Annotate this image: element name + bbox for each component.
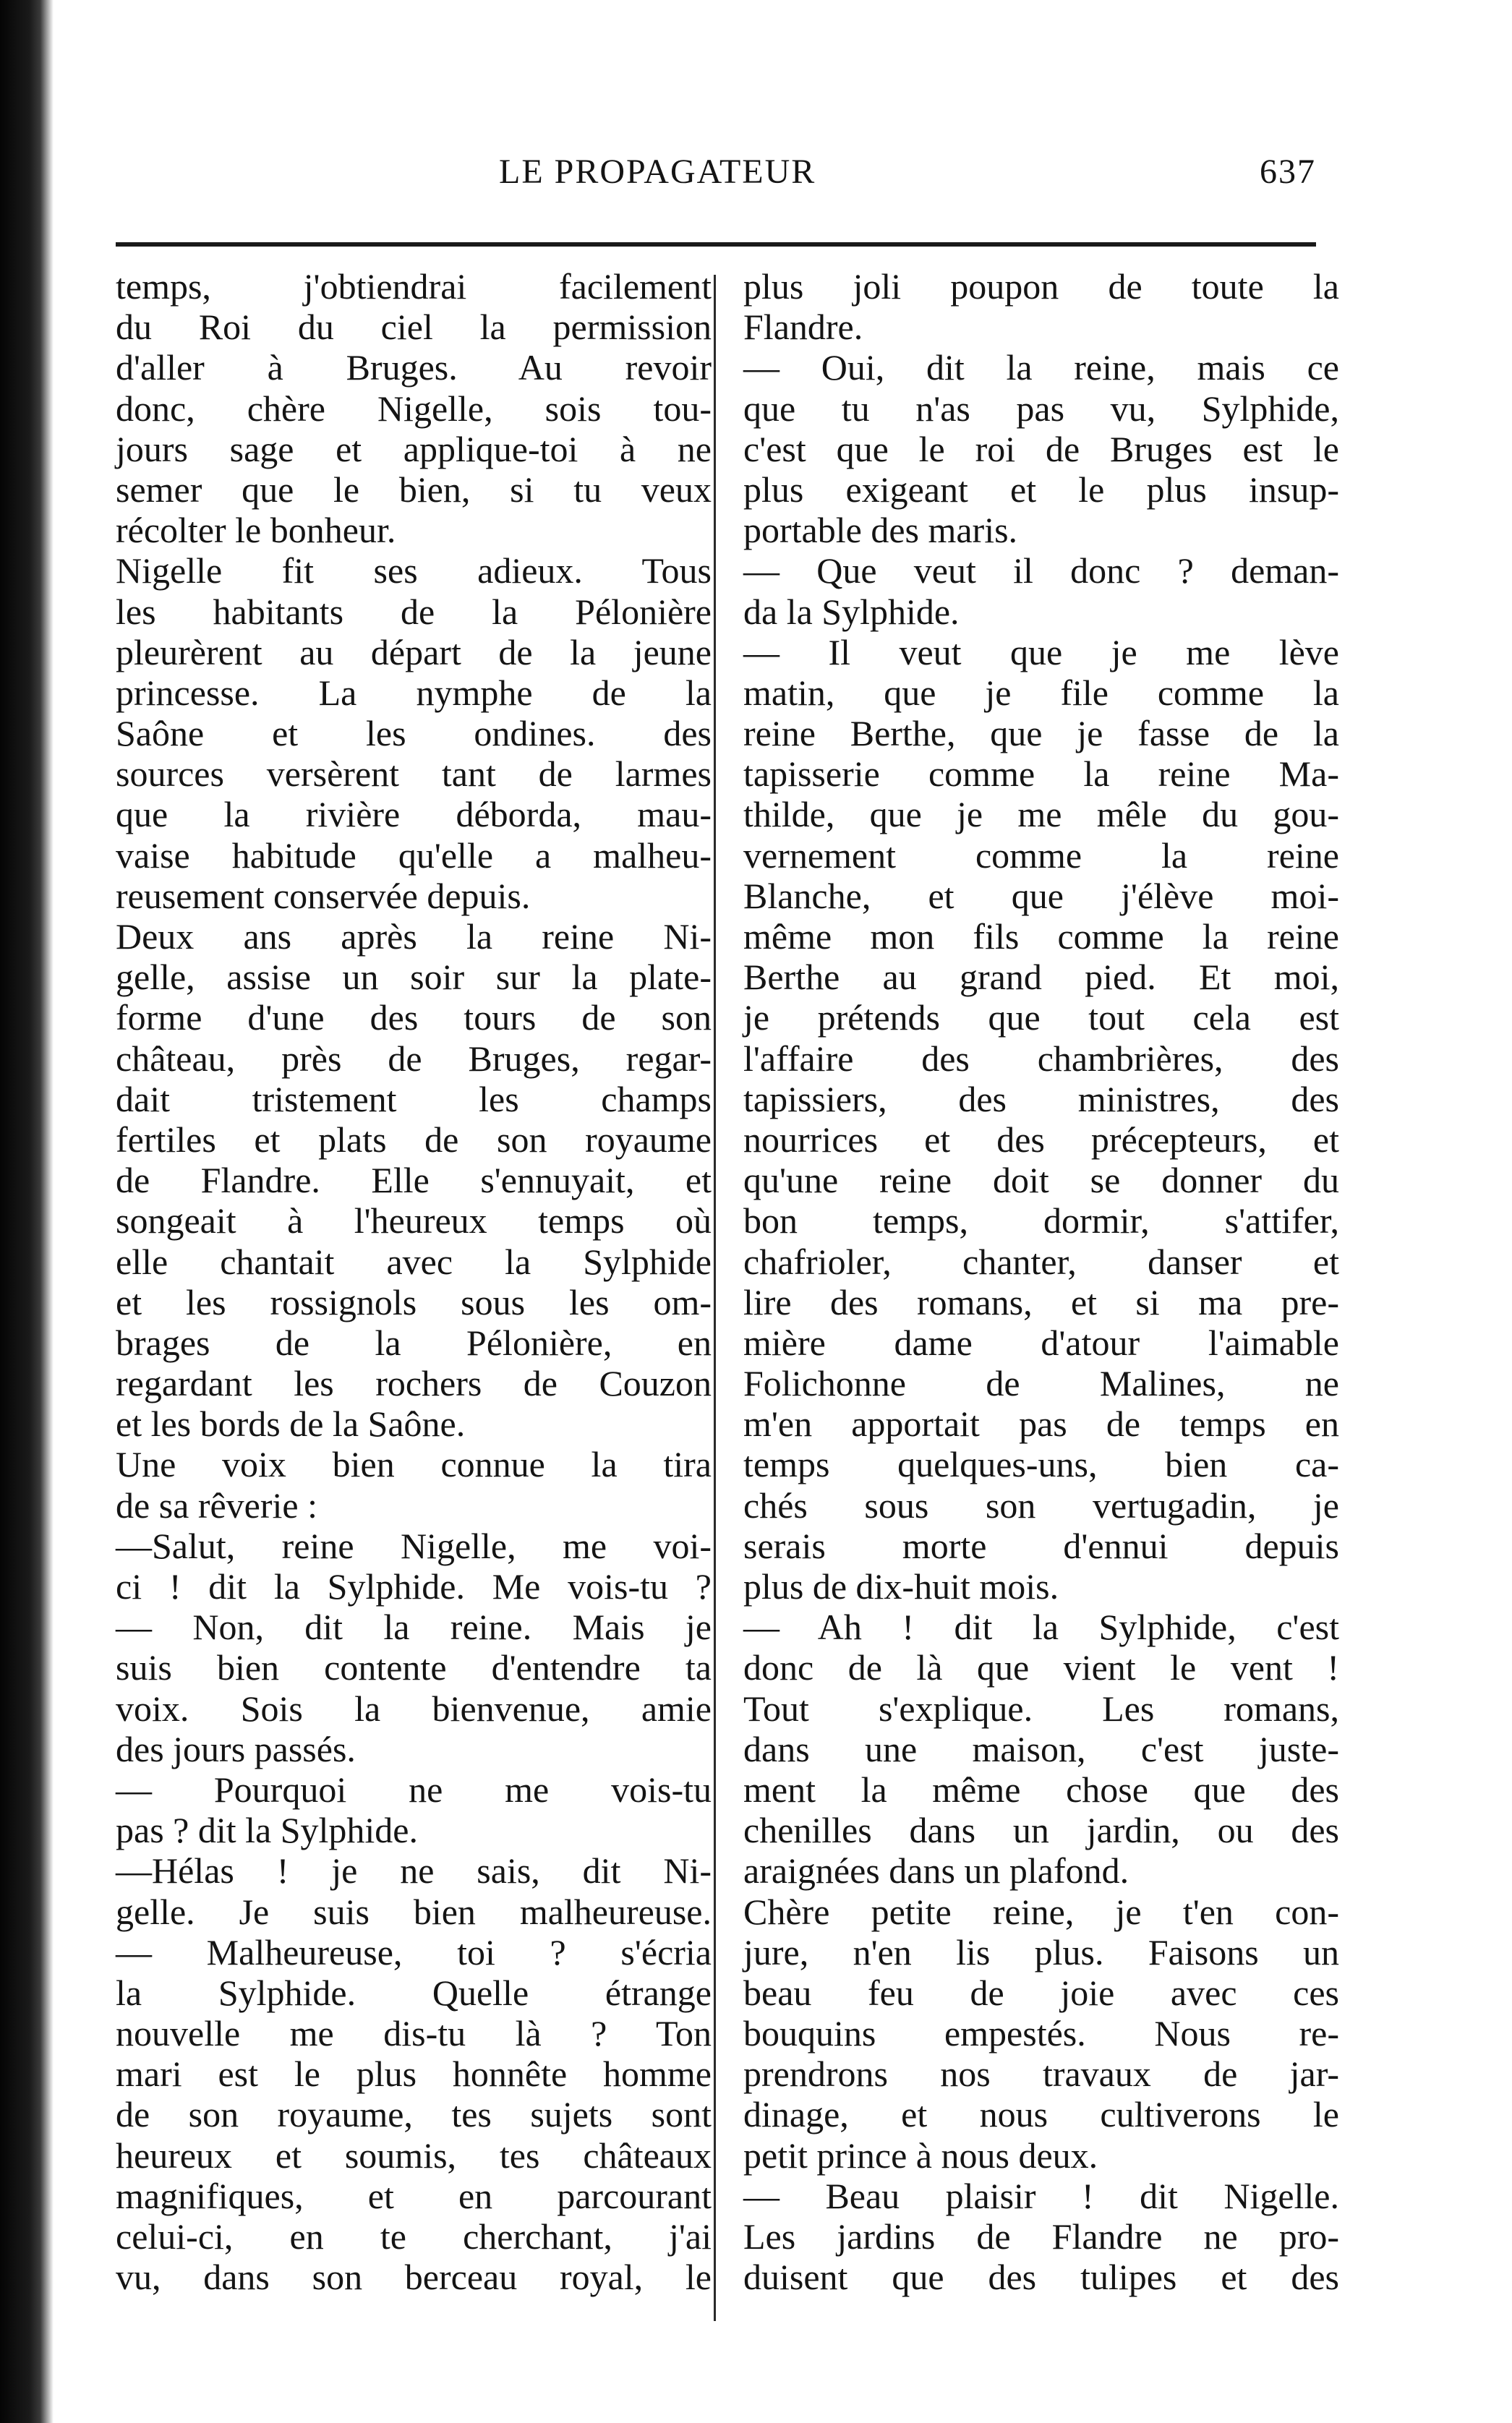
text-line: m'en apportait pas de temps en [743, 1403, 1339, 1445]
text-line: bon temps, dormir, s'attifer, [743, 1200, 1339, 1242]
text-line: de son royaume, tes sujets sont [116, 2094, 712, 2135]
text-line: — Beau plaisir ! dit Nigelle. [743, 2175, 1339, 2216]
text-line: plus exigeant et le plus insup- [743, 469, 1339, 510]
text-line: serais morte d'ennui depuis [743, 1525, 1339, 1566]
text-line: Berthe au grand pied. Et moi, [743, 957, 1339, 998]
text-line: portable des maris. [743, 510, 1018, 551]
text-line: Deux ans après la reine Ni- [116, 916, 712, 957]
text-line: tapissiers, des ministres, des [743, 1078, 1339, 1119]
text-line: donc, chère Nigelle, sois tou- [116, 388, 712, 429]
column-divider [714, 275, 716, 2321]
text-line: —Salut, reine Nigelle, me voi- [116, 1525, 712, 1566]
text-line: da la Sylphide. [743, 591, 960, 632]
text-line: dait tristement les champs [116, 1078, 712, 1119]
text-line: Saône et les ondines. des [116, 713, 712, 754]
text-line: ment la même chose que des [743, 1769, 1339, 1810]
text-line: tapisserie comme la reine Ma- [743, 753, 1339, 795]
text-line: Les jardins de Flandre ne pro- [743, 2216, 1339, 2257]
text-line: temps, j'obtiendrai facilement [116, 266, 712, 307]
text-line: nouvelle me dis-tu là ? Ton [116, 2013, 712, 2054]
text-line: lire des romans, et si ma pre- [743, 1281, 1339, 1322]
text-line: plus joli poupon de toute la [743, 266, 1339, 307]
text-line: même mon fils comme la reine [743, 916, 1339, 957]
text-line: beau feu de joie avec ces [743, 1972, 1339, 2013]
text-line: vernement comme la reine [743, 834, 1339, 876]
text-line: c'est que le roi de Bruges est le [743, 428, 1339, 469]
text-line: et les rossignols sous les om- [116, 1281, 712, 1322]
text-line: du Roi du ciel la permission [116, 307, 712, 348]
text-line: reine Berthe, que je fasse de la [743, 713, 1339, 754]
text-line: l'affaire des chambrières, des [743, 1038, 1339, 1079]
text-line: dans une maison, c'est juste- [743, 1728, 1339, 1769]
text-line: — Oui, dit la reine, mais ce [743, 347, 1339, 388]
text-line: de Flandre. Elle s'ennuyait, et [116, 1160, 712, 1201]
text-line: qu'une reine doit se donner du [743, 1160, 1339, 1201]
text-line: que tu n'as pas vu, Sylphide, [743, 388, 1339, 429]
text-line: pleurèrent au départ de la jeune [116, 631, 712, 672]
text-line: fertiles et plats de son royaume [116, 1119, 712, 1160]
text-line: ci ! dit la Sylphide. Me vois-tu ? [116, 1566, 712, 1607]
text-column-left [116, 266, 712, 2297]
text-line: brages de la Pélonière, en [116, 1322, 712, 1363]
text-line: matin, que je file comme la [743, 672, 1339, 713]
text-line: que la rivière déborda, mau- [116, 794, 712, 835]
text-line: de sa rêverie : [116, 1484, 318, 1526]
text-line: magnifiques, et en parcourant [116, 2175, 712, 2216]
text-line: — Malheureuse, toi ? s'écria [116, 1931, 712, 1973]
text-line: Une voix bien connue la tira [116, 1444, 712, 1485]
text-line: chés sous son vertugadin, je [743, 1484, 1339, 1526]
text-line: celui-ci, en te cherchant, j'ai [116, 2216, 712, 2257]
text-line: d'aller à Bruges. Au revoir [116, 347, 712, 388]
text-line: heureux et soumis, tes châteaux [116, 2134, 712, 2176]
page-title: LE PROPAGATEUR [499, 153, 816, 191]
text-line: Chère petite reine, je t'en con- [743, 1891, 1339, 1932]
text-line: forme d'une des tours de son [116, 997, 712, 1038]
text-line: chafrioler, chanter, danser et [743, 1241, 1339, 1282]
text-column-right [743, 266, 1339, 2297]
text-line: sources versèrent tant de larmes [116, 753, 712, 795]
text-line: duisent que des tulipes et des [743, 2257, 1339, 2298]
text-line: Tout s'explique. Les romans, [743, 1688, 1339, 1729]
text-line: la Sylphide. Quelle étrange [116, 1972, 712, 2013]
book-spine-edge [0, 0, 54, 2423]
text-line: Blanche, et que j'élève moi- [743, 875, 1339, 916]
text-line: — Non, dit la reine. Mais je [116, 1607, 712, 1648]
text-line: Folichonne de Malines, ne [743, 1363, 1339, 1404]
text-line: semer que le bien, si tu veux [116, 469, 712, 510]
text-line: elle chantait avec la Sylphide [116, 1241, 712, 1282]
text-line: gelle, assise un soir sur la plate- [116, 957, 712, 998]
text-line: mari est le plus honnête homme [116, 2054, 712, 2095]
page-number: 637 [1260, 153, 1316, 191]
text-line: gelle. Je suis bien malheureuse. [116, 1891, 712, 1932]
header-rule [116, 242, 1316, 247]
text-line: voix. Sois la bienvenue, amie [116, 1688, 712, 1729]
text-line: plus de dix-huit mois. [743, 1566, 1059, 1607]
text-line: princesse. La nymphe de la [116, 672, 712, 713]
text-line: — Pourquoi ne me vois-tu [116, 1769, 712, 1810]
text-line: récolter le bonheur. [116, 510, 396, 551]
text-line: château, près de Bruges, regar- [116, 1038, 712, 1079]
text-line: petit prince à nous deux. [743, 2134, 1098, 2176]
text-line: je prétends que tout cela est [743, 997, 1339, 1038]
text-line: prendrons nos travaux de jar- [743, 2054, 1339, 2095]
text-line: reusement conservée depuis. [116, 875, 531, 916]
text-line: temps quelques-uns, bien ca- [743, 1444, 1339, 1485]
text-line: jours sage et applique-toi à ne [116, 428, 712, 469]
text-line: les habitants de la Pélonière [116, 591, 712, 632]
text-line: nourrices et des précepteurs, et [743, 1119, 1339, 1160]
text-line: regardant les rochers de Couzon [116, 1363, 712, 1404]
text-line: — Ah ! dit la Sylphide, c'est [743, 1607, 1339, 1648]
text-line: bouquins empestés. Nous re- [743, 2013, 1339, 2054]
text-line: jure, n'en lis plus. Faisons un [743, 1931, 1339, 1973]
text-line: donc de là que vient le vent ! [743, 1647, 1339, 1688]
running-head [116, 152, 1316, 202]
text-line: pas ? dit la Sylphide. [116, 1810, 418, 1851]
text-line: chenilles dans un jardin, ou des [743, 1810, 1339, 1851]
text-line: des jours passés. [116, 1728, 356, 1769]
text-line: — Que veut il donc ? deman- [743, 550, 1339, 591]
text-line: thilde, que je me mêle du gou- [743, 794, 1339, 835]
text-line: suis bien contente d'entendre ta [116, 1647, 712, 1688]
text-line: —Hélas ! je ne sais, dit Ni- [116, 1850, 712, 1892]
text-line: songeait à l'heureux temps où [116, 1200, 712, 1242]
text-line: mière dame d'atour l'aimable [743, 1322, 1339, 1363]
text-line: Nigelle fit ses adieux. Tous [116, 550, 712, 591]
text-line: vu, dans son berceau royal, le [116, 2257, 712, 2298]
text-line: Flandre. [743, 307, 863, 348]
text-line: araignées dans un plafond. [743, 1850, 1129, 1892]
text-line: — Il veut que je me lève [743, 631, 1339, 672]
text-line: vaise habitude qu'elle a malheu- [116, 834, 712, 876]
text-line: dinage, et nous cultiverons le [743, 2094, 1339, 2135]
text-line: et les bords de la Saône. [116, 1403, 466, 1445]
